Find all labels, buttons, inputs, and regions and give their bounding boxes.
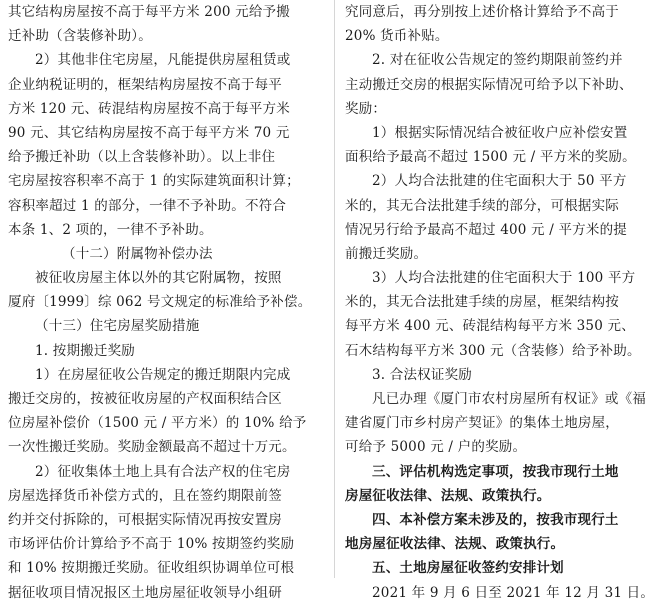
left-text-column — [8, 0, 328, 605]
text-line: 约并交付拆除的，可根据实际情况再按安置房 — [8, 511, 282, 528]
text-line: 方米 120 元、砖混结构房屋按不高于每平方米 — [8, 100, 290, 117]
text-line: 90 元、其它结构房屋按不高于每平方米 70 元 — [8, 124, 290, 141]
text-line: 四、本补偿方案未涉及的，按我市现行土 — [372, 511, 619, 528]
text-line: 企业纳税证明的，框架结构房屋按不高于每平 — [8, 76, 282, 93]
text-line: 2. 对在征收公告规定的签约期限前签约并 — [372, 52, 623, 69]
text-line: 地房屋征收法律、法规、政策执行。 — [345, 536, 565, 553]
text-line: 2）人均合法批建的住宅面积大于 50 平方 — [372, 173, 627, 190]
text-line: 房屋选择货币补偿方式的，且在签约期限前签 — [8, 487, 282, 504]
text-line: 20% 货币补贴。 — [345, 28, 449, 45]
text-line: 3. 合法权证奖励 — [372, 366, 472, 383]
text-line: 本条 1、2 项的，一律不予补助。 — [8, 221, 213, 238]
text-line: 2）征收集体土地上具有合法产权的住宅房 — [35, 463, 291, 480]
text-line: 容积率超过 1 的部分，一律不予补助。不符合 — [8, 197, 287, 214]
text-line: 房屋征收法律、法规、政策执行。 — [345, 487, 551, 504]
text-line: 建省厦门市乡村房产契证》的集体土地房屋， — [345, 415, 619, 432]
text-line: 可给予 5000 元 / 户的奖励。 — [345, 439, 527, 456]
text-line: 1）根据实际情况结合被征收户应补偿安置 — [372, 124, 628, 141]
text-line: 五、土地房屋征收签约安排计划 — [372, 560, 564, 577]
text-line: 市场评估价计算给予不高于 10% 按期签约奖励 — [8, 536, 295, 553]
text-line: 一次性搬迁奖励。奖励金额最高不超过十万元。 — [8, 439, 296, 456]
text-line: 石木结构每平方米 300 元（含装修）给予补助。 — [345, 342, 641, 359]
text-line: 2021 年 9 月 6 日至 2021 年 12 月 31 日。 — [372, 584, 655, 601]
text-line: 搬迁交房的，按被征收房屋的产权面积结合区 — [8, 391, 282, 407]
text-line: （十二）附属物补偿办法 — [62, 245, 213, 262]
text-line: 前搬迁奖励。 — [345, 245, 428, 262]
text-line: 主动搬迁交房的根据实际情况可给予以下补助、 — [345, 76, 633, 93]
text-line: 其它结构房屋按不高于每平方米 200 元给予搬 — [8, 4, 290, 20]
text-line: 位房屋补偿价（1500 元 / 平方米）的 10% 给予 — [8, 415, 307, 432]
text-line: 三、评估机构选定事项，按我市现行土地 — [372, 463, 619, 480]
text-line: 迁补助（含装修补助）。 — [8, 28, 152, 45]
text-line: 凡已办理《厦门市农村房屋所有权证》或《福 — [372, 391, 646, 407]
column-divider — [334, 0, 335, 578]
text-line: 和 10% 按期搬迁奖励。征收组织协调单位可根 — [8, 560, 295, 577]
text-line: 宅房屋按容积率不高于 1 的实际建筑面积计算； — [8, 173, 300, 190]
text-line: 据征收项目情况报区土地房屋征收领导小组研 — [8, 584, 282, 601]
text-line: 1）在房屋征收公告规定的搬迁期限内完成 — [35, 366, 291, 383]
text-line: 每平方米 400 元、砖混结构每平方米 350 元、 — [345, 318, 635, 335]
right-text-column — [345, 0, 665, 605]
text-line: （十三）住宅房屋奖励措施 — [35, 318, 200, 335]
text-line: 米的，其无合法批建手续的部分，可根据实际 — [345, 197, 619, 214]
text-line: 米的，其无合法批建手续的房屋，框架结构按 — [345, 294, 619, 311]
text-line: 给予搬迁补助（以上含装修补助）。以上非住 — [8, 149, 276, 166]
text-line: 面积给予最高不超过 1500 元 / 平方米的奖励。 — [345, 149, 636, 166]
text-line: 2）其他非住宅房屋，凡能提供房屋租赁或 — [35, 52, 291, 69]
text-line: 被征收房屋主体以外的其它附属物，按照 — [35, 270, 282, 287]
text-line: 究同意后，再分别按上述价格计算给予不高于 — [345, 4, 619, 20]
text-line: 厦府〔1999〕综 062 号文规定的标准给予补偿。 — [8, 294, 312, 311]
text-line: 3）人均合法批建的住宅面积大于 100 平方 — [372, 270, 636, 287]
text-line: 奖励： — [345, 100, 387, 117]
text-line: 情况另行给予最高不超过 400 元 / 平方米的提 — [345, 221, 627, 238]
text-line: 1. 按期搬迁奖励 — [35, 342, 135, 359]
